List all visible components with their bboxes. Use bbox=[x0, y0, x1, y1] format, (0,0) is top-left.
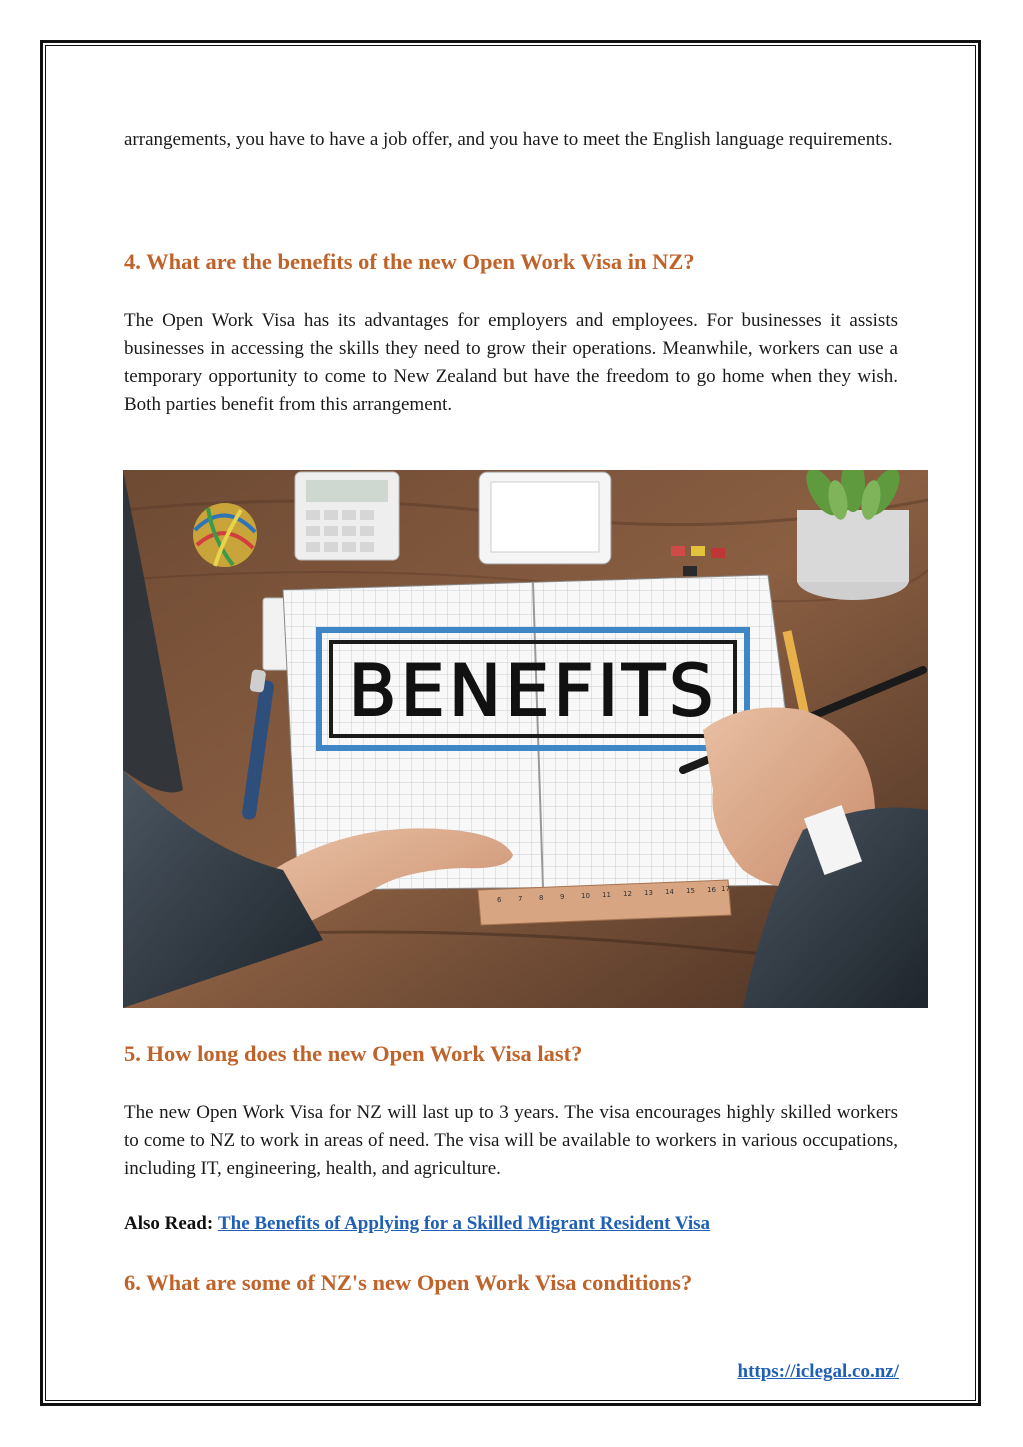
section-4-body: The Open Work Visa has its advantages for employers and employees. For businesses it assists businesses in accessing the skills they need to grow their operations. Meanwhile, workers can use a temporary opportunity to come to New Zealand but have the freedom to go home when they wish. Both parties benefit from this arrangement. bbox=[124, 310, 898, 415]
ruler-tick-label: 13 bbox=[644, 889, 653, 897]
ruler-tick-label: 15 bbox=[686, 887, 695, 895]
also-read bbox=[124, 1210, 898, 1238]
section-6 bbox=[124, 1268, 898, 1298]
ruler-tick-label: 12 bbox=[623, 890, 632, 898]
ruler-tick-label: 6 bbox=[497, 896, 502, 904]
section-5-heading: 5. How long does the new Open Work Visa last? bbox=[124, 1041, 583, 1066]
section-4 bbox=[124, 247, 898, 277]
intro-paragraph: arrangements, you have to have a job offer, and you have to meet the English language requirements. bbox=[124, 129, 893, 150]
ruler-tick-label: 10 bbox=[581, 892, 590, 900]
ruler-tick-label: 17 bbox=[721, 885, 730, 893]
also-read-link[interactable]: The Benefits of Applying for a Skilled Migrant Resident Visa bbox=[217, 1213, 711, 1234]
intro-paragraph-block bbox=[124, 126, 898, 154]
benefits-photo bbox=[123, 470, 928, 1008]
ruler-tick-label: 7 bbox=[518, 895, 523, 903]
ruler-tick-label: 11 bbox=[602, 891, 611, 899]
section-6-heading: 6. What are some of NZ's new Open Work Visa conditions? bbox=[124, 1270, 693, 1295]
also-read-label: Also Read: bbox=[124, 1213, 214, 1234]
notebook-word: BENEFITS bbox=[348, 650, 718, 732]
ruler-tick-label: 14 bbox=[665, 888, 674, 896]
ruler-tick-label: 16 bbox=[707, 886, 716, 894]
ruler-tick-label: 9 bbox=[560, 893, 565, 901]
ruler-tick-label: 8 bbox=[539, 894, 544, 902]
section-5-body: The new Open Work Visa for NZ will last up to 3 years. The visa encourages highly skilled workers to come to NZ to work in areas of need. The visa will be available to workers in various occupations, including IT, engineering, health, and agriculture. bbox=[124, 1102, 898, 1179]
section-5 bbox=[124, 1039, 898, 1069]
benefits-photo-illustration bbox=[123, 470, 928, 1008]
footer-url-link[interactable]: https://iclegal.co.nz/ bbox=[737, 1361, 899, 1382]
section-5-body-block bbox=[124, 1099, 898, 1183]
section-4-body-block bbox=[124, 307, 898, 419]
section-4-heading: 4. What are the benefits of the new Open Work Visa in NZ? bbox=[124, 249, 695, 274]
